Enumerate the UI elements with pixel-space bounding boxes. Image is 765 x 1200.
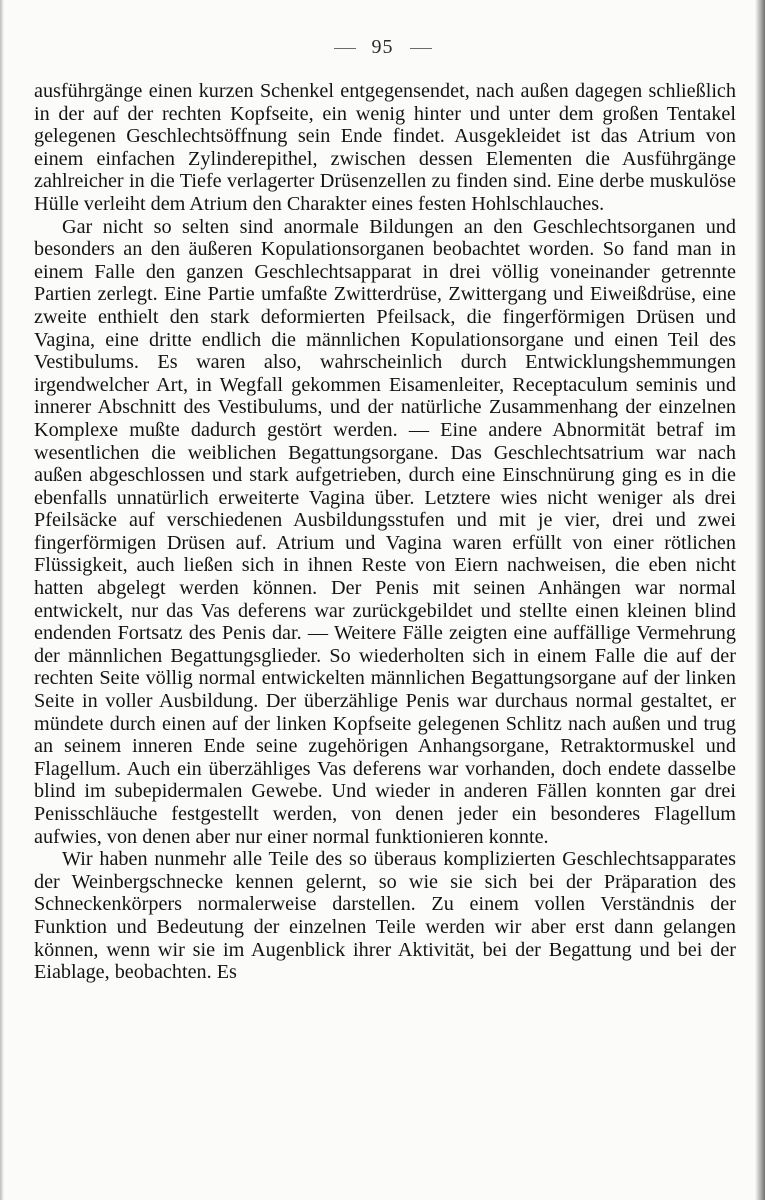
- page-header: [0, 36, 765, 59]
- page-left-edge: [0, 0, 4, 1200]
- page-right-edge: [755, 0, 765, 1200]
- page-number: 95: [371, 36, 394, 58]
- paragraph-abnormalities: Gar nicht so selten sind anormale Bildungen an den Geschlechtsorganen und besonders an den äußeren Kopulationsorganen beobachtet worden. So fand man in einem Falle den ganzen Geschlechtsapparat in drei völlig voneinander getrennte Partien zerlegt. Eine Partie umfaßte Zwitterdrüse, Zwittergang und Eiweißdrüse, eine zweite enthielt den stark deformierten Pfeilsack, die fingerförmigen Drüsen und Vagina, eine dritte endlich die männlichen Kopulationsorgane und einen Teil des Vestibulums. Es waren also, wahrscheinlich durch Entwicklungshemmungen irgendwelcher Art, in Wegfall gekommen Eisamenleiter, Receptaculum seminis und innerer Abschnitt des Vestibulums, und der natürliche Zusammenhang der einzelnen Komplexe mußte dadurch gestört werden. — Eine andere Abnormität betraf im wesentlichen die weiblichen Begattungsorgane. Das Geschlechtsatrium war nach außen abgeschlossen und stark aufgetrieben, durch eine Einschnürung ging es in die ebenfalls unnatürlich erweiterte Vagina über. Letztere wies nicht weniger als drei Pfeilsäcke auf verschiedenen Ausbildungsstufen und mit je vier, drei und zwei fingerförmigen Drüsen auf. Atrium und Vagina waren erfüllt von einer rötlichen Flüssigkeit, auch ließen sich in ihnen Reste von Eiern nachweisen, die eben nicht hatten abgelegt werden können. Der Penis mit seinen Anhängen war normal entwickelt, nur das Vas deferens war zurückgebildet und stellte einen kleinen blind endenden Fortsatz des Penis dar. — Weitere Fälle zeigten eine auffällige Vermehrung der männlichen Begattungsglieder. So wiederholten sich in einem Falle die auf der rechten Seite völlig normal entwickelten männlichen Begattungsorgane auf der linken Seite in voller Ausbildung. Der überzählige Penis war durchaus normal gestaltet, er mündete durch einen auf der linken Kopfseite gelegenen Schlitz nach außen und trug an seinem inneren Ende seine zugehörigen Anhangsorgane, Retraktormuskel und Flagellum. Auch ein überzähliges Vas deferens war vorhanden, doch endete dasselbe blind im subepidermalen Gewebe. Und wieder in anderen Fällen konnten gar drei Penisschläuche festgestellt werden, von denen jeder ein besonderes Flagellum aufwies, von denen aber nur einer normal funktionieren konnte.: [34, 215, 736, 848]
- body-text: [34, 80, 736, 984]
- paragraph-continuation: ausführgänge einen kurzen Schenkel entgegensendet, nach außen dagegen schließlich in der auf der rechten Kopfseite, ein wenig hinter und unter dem großen Tentakel gelegenen Geschlechtsöffnung sein Ende findet. Ausgekleidet ist das Atrium von einem einfachen Zylinderepithel, zwischen dessen Elementen die Ausführgänge zahlreicher in die Tiefe verlagerter Drüsenzellen zu finden sind. Eine derbe muskulöse Hülle verleiht dem Atrium den Charakter eines festen Hohlschlauches.: [34, 80, 736, 215]
- header-dash-left: [334, 48, 356, 49]
- header-dash-right: [410, 48, 432, 49]
- paragraph-conclusion: Wir haben nunmehr alle Teile des so überaus komplizierten Geschlechtsapparates der Weinbergschnecke kennen gelernt, so wie sie sich bei der Präparation des Schneckenkörpers normalerweise darstellen. Zu einem vollen Verständnis der Funktion und Bedeutung der einzelnen Teile werden wir aber erst dann gelangen können, wenn wir sie im Augenblick ihrer Aktivität, bei der Begattung und bei der Eiablage, beobachten. Es: [34, 848, 736, 984]
